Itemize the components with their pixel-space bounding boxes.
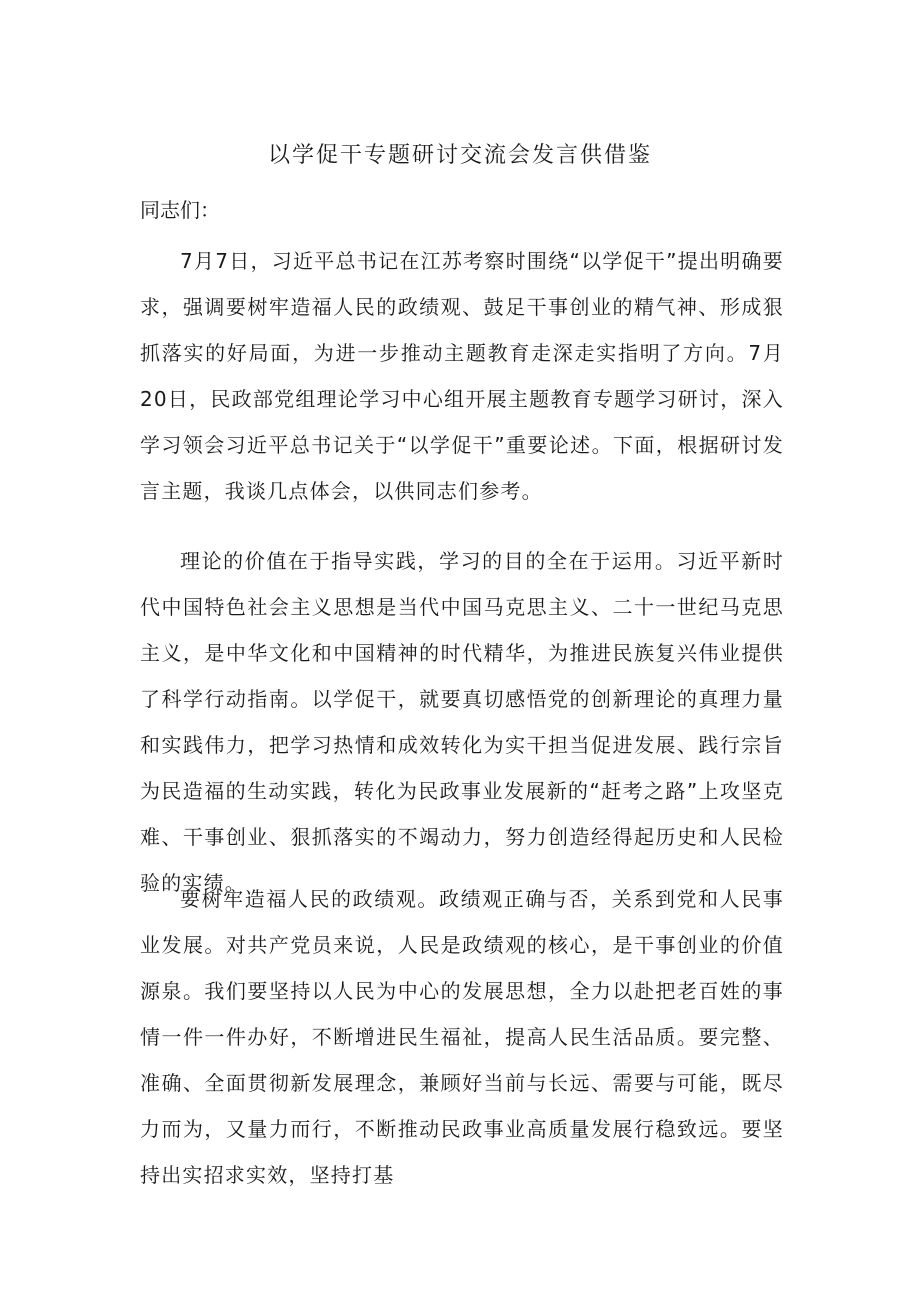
paragraph-1: 7月7日，习近平总书记在江苏考察时围绕“以学促干”提出明确要求，强调要树牢造福人民的政绩观、鼓足干事创业的精气神、形成狠抓落实的好局面，为进一步推动主题教育走深走实指明了方向。7月20日，民政部党组理论学习中心组开展主题教育专题学习研讨，深入学习领会习近平总书记关于“以学促干”重要论述。下面，根据研讨发言主题，我谈几点体会，以供同志们参考。 — [140, 249, 784, 503]
paragraph-3: 要树牢造福人民的政绩观。政绩观正确与否，关系到党和人民事业发展。对共产党员来说，人民是政绩观的核心，是干事创业的价值源泉。我们要坚持以人民为中心的发展思想，全力以赴把老百姓的事情一件一件办好，不断增进民生福祉，提高人民生活品质。要完整、准确、全面贯彻新发展理念，兼顾好当前与长远、需要与可能，既尽力而为，又量力而行，不断推动民政事业高质量发展行稳致远。要坚持出实招求实效，坚持打基 — [140, 887, 784, 1187]
paragraph-2: 理论的价值在于指导实践，学习的目的全在于运用。习近平新时代中国特色社会主义思想是当代中国马克思主义、二十一世纪马克思主义，是中华文化和中国精神的时代精华，为推进民族复兴伟业提供了科学行动指南。以学促干，就要真切感悟党的创新理论的真理力量和实践伟力，把学习热情和成效转化为实干担当促进发展、践行宗旨为民造福的生动实践，转化为民政事业发展新的“赶考之路”上攻坚克难、干事创业、狠抓落实的不竭动力，努力创造经得起历史和人民检验的实绩。 — [140, 549, 784, 895]
salutation: 同志们： — [140, 198, 220, 222]
document-title: 以学促干专题研讨交流会发言供借鉴 — [267, 143, 652, 168]
